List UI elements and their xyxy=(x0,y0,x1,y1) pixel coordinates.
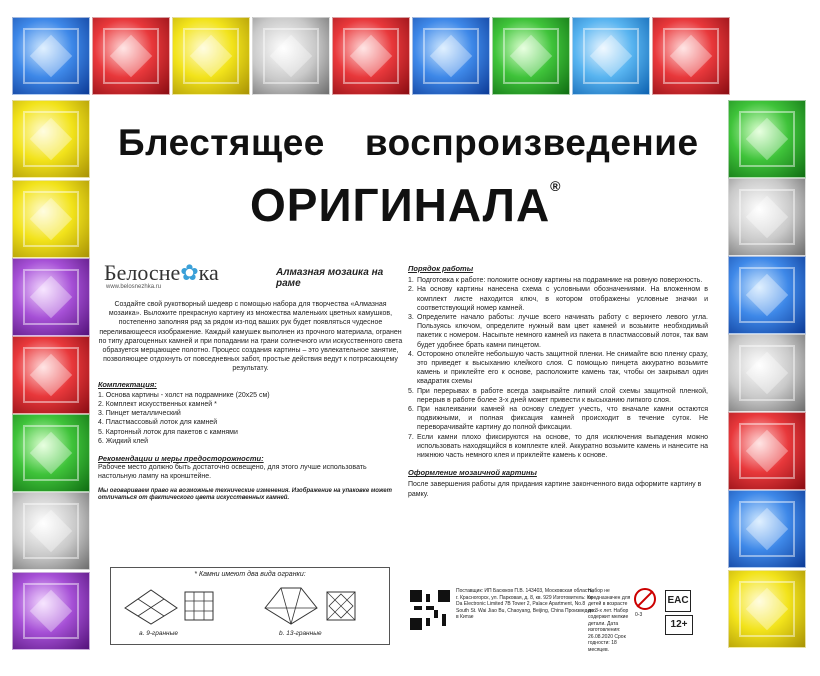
cuts-title: * Камни имеют два вида огранки: xyxy=(194,571,306,578)
cut-13-side-icon xyxy=(261,582,321,628)
step-text: Подготовка к работе: положите основу картины на подрамнике на ровную поверхность. xyxy=(417,277,703,285)
gem-top-2 xyxy=(92,17,170,95)
gem-right-4 xyxy=(728,334,806,412)
step-text: Осторожно отклейте небольшую часть защитной пленки. Не снимайте всю пленку сразу, это приведет к высыханию клейкого слоя. С помощью пинцета аккуратно возьмите камень и приклейте его к основе, расположите камень так, чтобы он закрывал один квадратик схемы xyxy=(417,350,708,386)
step-text: При наклеивании камней на основу следует учесть, что вначале камни остаются подвижными, и полная фиксация камней происходит в течение суток. Не переворачивайте картину до полной фиксации. xyxy=(417,406,708,432)
qr-code-icon xyxy=(410,590,450,630)
gem-left-6 xyxy=(12,492,90,570)
gem-top-1 xyxy=(12,17,90,95)
step-text: На основу картины нанесена схема с условными обозначениями. На вложенном в комплект листе находится ключ, в котором отображены условные значки и соответствующий номер камней. xyxy=(417,286,708,312)
brand-logo-part1: Белосне xyxy=(104,260,181,285)
gem-top-5 xyxy=(332,17,410,95)
headline-original: ОРИГИНАЛА xyxy=(250,179,551,231)
kit-title: Комплектация: xyxy=(98,379,157,389)
headline-word-2: воспроизведение xyxy=(364,122,699,163)
gem-left-4 xyxy=(12,336,90,414)
list-item: 4. Осторожно отклейте небольшую часть защитной пленки. Не снимайте всю пленку сразу, это приведет к высыханию клейкого слоя. С помощью пинцета аккуратно возьмите камень и приклейте его к основе, расположите камень так, чтобы он закрывал один квадратик схемы xyxy=(408,350,708,386)
gem-left-3 xyxy=(12,258,90,336)
list-item: 1. Подготовка к работе: положите основу картины на подрамнике на ровную поверхность. xyxy=(408,277,703,285)
cuts-box xyxy=(110,567,390,645)
headline-word-1: Блестящее xyxy=(118,122,325,163)
finish-text: После завершения работы для придания картине законченного вида оформите картину в рамку. xyxy=(408,481,702,498)
gem-right-2 xyxy=(728,178,806,256)
list-item: 3. Определите начало работы: лучше всего начинать работу с верхнего левого угла. Пользуясь ключом, определите нужный вам цвет камней и возьмите необходимый пакетик с номером. Насыпьте немного камней из пакета в пластмассовый лоток, так вам будет удобнее брать камни пинцетом. xyxy=(408,314,708,349)
finish-title: Оформление мозаичной картины xyxy=(408,468,537,478)
eac-mark: EAC xyxy=(665,590,691,612)
brand-logo-part2: ка xyxy=(198,260,219,285)
right-column xyxy=(408,264,708,499)
cut-9-label: a. 9-гранные xyxy=(139,630,178,637)
gem-top-3 xyxy=(172,17,250,95)
disclaimer-text: Мы оговариваем право на возможные технические изменения. Изображение на упаковке может отличаться от фактического цвета искусственных камней. xyxy=(98,487,392,502)
safety-title: Рекомендации и меры предосторожности: xyxy=(98,454,264,464)
list-item: 6. Жидкий клей xyxy=(98,437,149,445)
step-text: Определите начало работы: лучше всего начинать работу с верхнего левого угла. Пользуясь ключом, определите нужный вам цвет камней и возьмите необходимый пакетик с номером. Насыпьте немного камней из пакета в пластмассовый лоток, так вам будет удобнее брать камни пинцетом. xyxy=(417,314,708,349)
list-item: 2. Комплект искусственных камней * xyxy=(98,401,217,409)
step-text: Если камни плохо фиксируются на основе, то для исключения выпадения можно использовать находящийся в комплекте клей. Аккуратно возьмите камень и нанесите на нижнюю часть немного клея и приклейте камень к основе. xyxy=(417,433,708,460)
procedure-title: Порядок работы xyxy=(408,264,474,273)
gem-right-5 xyxy=(728,412,806,490)
kit-list xyxy=(98,391,403,446)
gem-top-6 xyxy=(412,17,490,95)
butterfly-icon: ✿ xyxy=(180,260,199,285)
gem-top-8 xyxy=(572,17,650,95)
list-item: 5. Картонный лоток для пакетов с камнями xyxy=(98,428,238,436)
gem-top-7 xyxy=(492,17,570,95)
registered-mark: ® xyxy=(550,178,562,194)
brand-site: www.belosnezhka.ru xyxy=(106,284,162,290)
no-children-icon xyxy=(634,588,656,610)
supplier-info: Поставщик: ИП Басюков П.В. 143403, Московская область, г. Красногорск, ул. Парковая, д. 8, кв. 929 Изготовитель: Ke Da Electronic Limited 7B Tower 2, Palace Apartment, No.8 South St. Wai Jiao Bu, Chaoyang, Beijing, China Произведено в Китае xyxy=(456,588,596,620)
gem-top-9 xyxy=(652,17,730,95)
brand-tagline: Алмазная мозаика на раме xyxy=(276,267,384,289)
list-item: 7. Если камни плохо фиксируются на основе, то для исключения выпадения можно использовать находящийся в комплекте клей. Аккуратно возьмите камень и нанесите на нижнюю часть немного клея и приклейте камень к основе. xyxy=(408,433,708,460)
cut-9-top-icon xyxy=(183,590,215,622)
cut-9-side-icon xyxy=(121,584,181,628)
list-item: 4. Пластмассовый лоток для камней xyxy=(98,419,218,427)
list-item: 1. Основа картины - холст на подрамнике (20х25 см) xyxy=(98,391,270,399)
brand-logo xyxy=(104,260,219,286)
gem-right-7 xyxy=(728,570,806,648)
cut-13-label: b. 13-гранные xyxy=(279,630,322,637)
intro-text: Создайте свой рукотворный шедевр с помощью набора для творчества «Алмазная мозаика». Выложите прекрасную картину из множества маленьких цветных камушков, постепенно заполняя ряд за рядом из-под ваших рук будет появляться чудесное переливающееся изображение. Каждый камушек выполнен из прочного материала, огранен по типу драгоценных камней и при попадании на грани солнечного или искусственного света образуется мерцающее полотно. Процесс создания картины – это увлекательное занятие, позволяющее отдохнуть от повседневных забот, простые действия ведут к потрясающему результату. xyxy=(98,301,403,373)
no-children-label: 0-3 xyxy=(635,612,643,618)
gem-right-3 xyxy=(728,256,806,334)
gem-left-2 xyxy=(12,180,90,258)
gem-left-5 xyxy=(12,414,90,492)
cut-13-top-icon xyxy=(325,590,357,622)
gem-right-6 xyxy=(728,490,806,568)
left-column xyxy=(98,300,403,503)
step-text: При перерывах в работе всегда закрывайте липкий слой схемы защитной пленкой, перерыв в работе более 3-х дней может привести к высыханию липкого слоя. xyxy=(417,387,708,404)
gem-right-1 xyxy=(728,100,806,178)
gem-left-1 xyxy=(12,100,90,178)
gem-top-4 xyxy=(252,17,330,95)
list-item: 3. Пинцет металлический xyxy=(98,410,181,418)
safety-text: Рабочее место должно быть достаточно освещено, для этого лучше использовать настольную лампу на кронштейне. xyxy=(98,464,367,481)
list-item: 6. При наклеивании камней на основу следует учесть, что вначале камни остаются подвижными, и полная фиксация камней происходит в течение суток. Не переворачивайте картину до полной фиксации. xyxy=(408,406,708,432)
list-item: 5. При перерывах в работе всегда закрывайте липкий слой схемы защитной пленкой, перерыв в работе более 3-х дней может привести к высыханию липкого слоя. xyxy=(408,387,708,404)
list-item: 2. На основу картины нанесена схема с условными обозначениями. На вложенном в комплект листе находится ключ, в котором отображены условные значки и соответствующий номер камней. xyxy=(408,286,708,312)
gem-left-7 xyxy=(12,572,90,650)
headline-line2 xyxy=(250,178,562,232)
headline-line1 xyxy=(118,122,708,164)
age-warning: Набор не предназначен для детей в возрасте до 3-х лет. Набор содержит мелкие детали. Дата изготовления: 26.08.2020 Срок годности: 18 месяцев. xyxy=(588,588,631,653)
age-rating-badge: 12+ xyxy=(665,615,693,635)
